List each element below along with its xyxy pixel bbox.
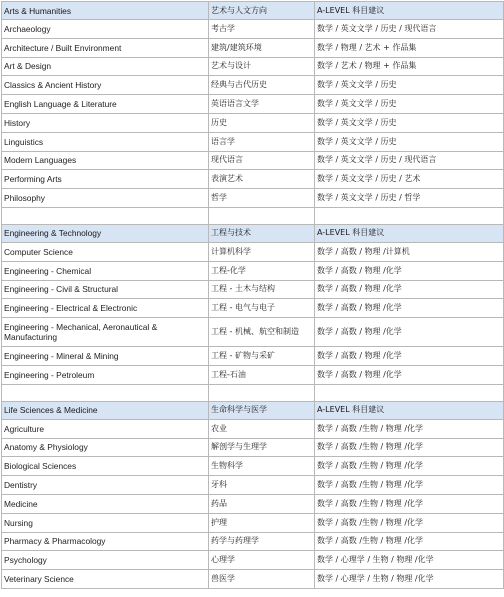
spacer-row bbox=[2, 207, 504, 224]
table-row bbox=[2, 318, 504, 347]
section-header-en: Engineering & Technology bbox=[2, 224, 209, 242]
subject-name-en: Modern Languages bbox=[2, 151, 209, 170]
alevel-subjects: 数学 / 高数 / 物理 /化学 bbox=[315, 299, 504, 318]
table-row bbox=[2, 113, 504, 132]
section-header-en: Life Sciences & Medicine bbox=[2, 401, 209, 419]
table-row bbox=[2, 570, 504, 589]
subject-name-en: Performing Arts bbox=[2, 170, 209, 189]
spacer-cell bbox=[209, 384, 315, 401]
subject-name-zh: 工程 - 电气与电子 bbox=[209, 299, 315, 318]
table-row bbox=[2, 532, 504, 551]
section-header-zh: 艺术与人文方向 bbox=[209, 2, 315, 20]
table-row bbox=[2, 170, 504, 189]
subject-name-en: Engineering - Electrical & Electronic bbox=[2, 299, 209, 318]
spacer-cell bbox=[315, 384, 504, 401]
table-row bbox=[2, 438, 504, 457]
subject-name-zh: 语言学 bbox=[209, 132, 315, 151]
subject-name-zh: 现代语言 bbox=[209, 151, 315, 170]
subject-name-zh: 工程 - 机械、航空和制造 bbox=[209, 318, 315, 347]
spacer-cell bbox=[2, 207, 209, 224]
subject-name-zh: 英语语言文学 bbox=[209, 95, 315, 114]
subject-name-en: English Language & Literature bbox=[2, 95, 209, 114]
alevel-subjects: 数学 / 英文文学 / 历史 bbox=[315, 113, 504, 132]
alevel-subjects: 数学 / 心理学 / 生物 / 物理 /化学 bbox=[315, 570, 504, 589]
subject-name-en: Engineering - Mechanical, Aeronautical & Manufacturing bbox=[2, 318, 209, 347]
alevel-subjects: 数学 / 高数 / 物理 /化学 bbox=[315, 261, 504, 280]
alevel-subjects: 数学 / 英文文学 / 历史 bbox=[315, 95, 504, 114]
table-row bbox=[2, 457, 504, 476]
table-row bbox=[2, 347, 504, 366]
subject-table bbox=[1, 1, 504, 589]
alevel-subjects: 数学 / 高数 /生物 / 物理 /化学 bbox=[315, 438, 504, 457]
section-header-alevel: A-LEVEL 科目建议 bbox=[315, 401, 504, 419]
table-row bbox=[2, 365, 504, 384]
subject-name-zh: 药学与药理学 bbox=[209, 532, 315, 551]
alevel-subjects: 数学 / 英文文学 / 历史 / 艺术 bbox=[315, 170, 504, 189]
subject-name-en: Architecture / Built Environment bbox=[2, 38, 209, 57]
subject-name-zh: 工程-化学 bbox=[209, 261, 315, 280]
alevel-subjects: 数学 / 高数 / 物理 /计算机 bbox=[315, 242, 504, 261]
subject-name-zh: 哲学 bbox=[209, 189, 315, 208]
table-row bbox=[2, 76, 504, 95]
section-header-alevel: A-LEVEL 科目建议 bbox=[315, 2, 504, 20]
table-row bbox=[2, 242, 504, 261]
alevel-subjects: 数学 / 高数 / 物理 /化学 bbox=[315, 318, 504, 347]
spacer-row bbox=[2, 384, 504, 401]
alevel-subjects: 数学 / 高数 /生物 / 物理 /化学 bbox=[315, 532, 504, 551]
subject-name-zh: 解剖学与生理学 bbox=[209, 438, 315, 457]
section-header-zh: 工程与技术 bbox=[209, 224, 315, 242]
alevel-subjects: 数学 / 英文文学 / 历史 bbox=[315, 132, 504, 151]
table-row bbox=[2, 57, 504, 76]
table-row bbox=[2, 280, 504, 299]
subject-name-en: Classics & Ancient History bbox=[2, 76, 209, 95]
alevel-subjects: 数学 / 高数 /生物 / 物理 /化学 bbox=[315, 457, 504, 476]
alevel-subjects: 数学 / 英文文学 / 历史 / 哲学 bbox=[315, 189, 504, 208]
subject-name-zh: 建筑/建筑环境 bbox=[209, 38, 315, 57]
alevel-subjects: 数学 / 高数 /生物 / 物理 /化学 bbox=[315, 419, 504, 438]
subject-name-en: Pharmacy & Pharmacology bbox=[2, 532, 209, 551]
subject-name-zh: 药品 bbox=[209, 494, 315, 513]
table-row bbox=[2, 20, 504, 39]
section-header-row bbox=[2, 2, 504, 20]
section-header-row bbox=[2, 224, 504, 242]
alevel-subjects: 数学 / 高数 / 物理 /化学 bbox=[315, 365, 504, 384]
subject-name-en: Engineering - Mineral & Mining bbox=[2, 347, 209, 366]
subject-name-zh: 工程 - 矿物与采矿 bbox=[209, 347, 315, 366]
subject-name-en: Medicine bbox=[2, 494, 209, 513]
section-header-alevel: A-LEVEL 科目建议 bbox=[315, 224, 504, 242]
table-row bbox=[2, 419, 504, 438]
subject-name-en: Psychology bbox=[2, 551, 209, 570]
subject-name-en: Dentistry bbox=[2, 476, 209, 495]
alevel-subjects: 数学 / 高数 /生物 / 物理 /化学 bbox=[315, 494, 504, 513]
subject-name-zh: 经典与古代历史 bbox=[209, 76, 315, 95]
subject-name-zh: 工程-石油 bbox=[209, 365, 315, 384]
subject-name-en: Engineering - Civil & Structural bbox=[2, 280, 209, 299]
section-header-row bbox=[2, 401, 504, 419]
alevel-subjects: 数学 / 英文文学 / 历史 bbox=[315, 76, 504, 95]
table-row bbox=[2, 513, 504, 532]
subject-name-en: Agriculture bbox=[2, 419, 209, 438]
table-row bbox=[2, 476, 504, 495]
table-row bbox=[2, 494, 504, 513]
subject-name-zh: 心理学 bbox=[209, 551, 315, 570]
table-row bbox=[2, 189, 504, 208]
table-row bbox=[2, 151, 504, 170]
subject-name-en: Nursing bbox=[2, 513, 209, 532]
table-row bbox=[2, 95, 504, 114]
alevel-subjects: 数学 / 心理学 / 生物 / 物理 /化学 bbox=[315, 551, 504, 570]
subject-name-zh: 牙科 bbox=[209, 476, 315, 495]
subject-name-en: Art & Design bbox=[2, 57, 209, 76]
subject-table-body bbox=[2, 2, 504, 589]
subject-name-en: Engineering - Chemical bbox=[2, 261, 209, 280]
alevel-subjects: 数学 / 高数 / 物理 /化学 bbox=[315, 347, 504, 366]
table-row bbox=[2, 299, 504, 318]
section-header-en: Arts & Humanities bbox=[2, 2, 209, 20]
subject-name-en: Archaeology bbox=[2, 20, 209, 39]
spacer-cell bbox=[315, 207, 504, 224]
subject-name-zh: 工程 - 土木与结构 bbox=[209, 280, 315, 299]
subject-name-zh: 历史 bbox=[209, 113, 315, 132]
subject-name-en: Linguistics bbox=[2, 132, 209, 151]
table-row bbox=[2, 261, 504, 280]
spacer-cell bbox=[209, 207, 315, 224]
subject-name-zh: 护理 bbox=[209, 513, 315, 532]
alevel-subjects: 数学 / 英文文学 / 历史 / 现代语言 bbox=[315, 151, 504, 170]
section-header-zh: 生命科学与医学 bbox=[209, 401, 315, 419]
subject-name-en: Computer Science bbox=[2, 242, 209, 261]
alevel-subjects: 数学 / 高数 /生物 / 物理 /化学 bbox=[315, 476, 504, 495]
subject-name-zh: 表演艺术 bbox=[209, 170, 315, 189]
alevel-subjects: 数学 / 艺术 / 物理 + 作品集 bbox=[315, 57, 504, 76]
alevel-subjects: 数学 / 高数 / 物理 /化学 bbox=[315, 280, 504, 299]
subject-name-en: Veterinary Science bbox=[2, 570, 209, 589]
table-row bbox=[2, 132, 504, 151]
alevel-subjects: 数学 / 物理 / 艺术 + 作品集 bbox=[315, 38, 504, 57]
table-row bbox=[2, 551, 504, 570]
subject-name-zh: 考古学 bbox=[209, 20, 315, 39]
subject-name-zh: 兽医学 bbox=[209, 570, 315, 589]
subject-name-en: Engineering - Petroleum bbox=[2, 365, 209, 384]
subject-name-zh: 农业 bbox=[209, 419, 315, 438]
alevel-subjects: 数学 / 英文文学 / 历史 / 现代语言 bbox=[315, 20, 504, 39]
spacer-cell bbox=[2, 384, 209, 401]
table-row bbox=[2, 38, 504, 57]
subject-name-zh: 生物科学 bbox=[209, 457, 315, 476]
subject-name-zh: 计算机科学 bbox=[209, 242, 315, 261]
subject-name-en: Philosophy bbox=[2, 189, 209, 208]
subject-name-en: Biological Sciences bbox=[2, 457, 209, 476]
subject-name-zh: 艺术与设计 bbox=[209, 57, 315, 76]
alevel-subjects: 数学 / 高数 /生物 / 物理 /化学 bbox=[315, 513, 504, 532]
subject-name-en: History bbox=[2, 113, 209, 132]
subject-name-en: Anatomy & Physiology bbox=[2, 438, 209, 457]
